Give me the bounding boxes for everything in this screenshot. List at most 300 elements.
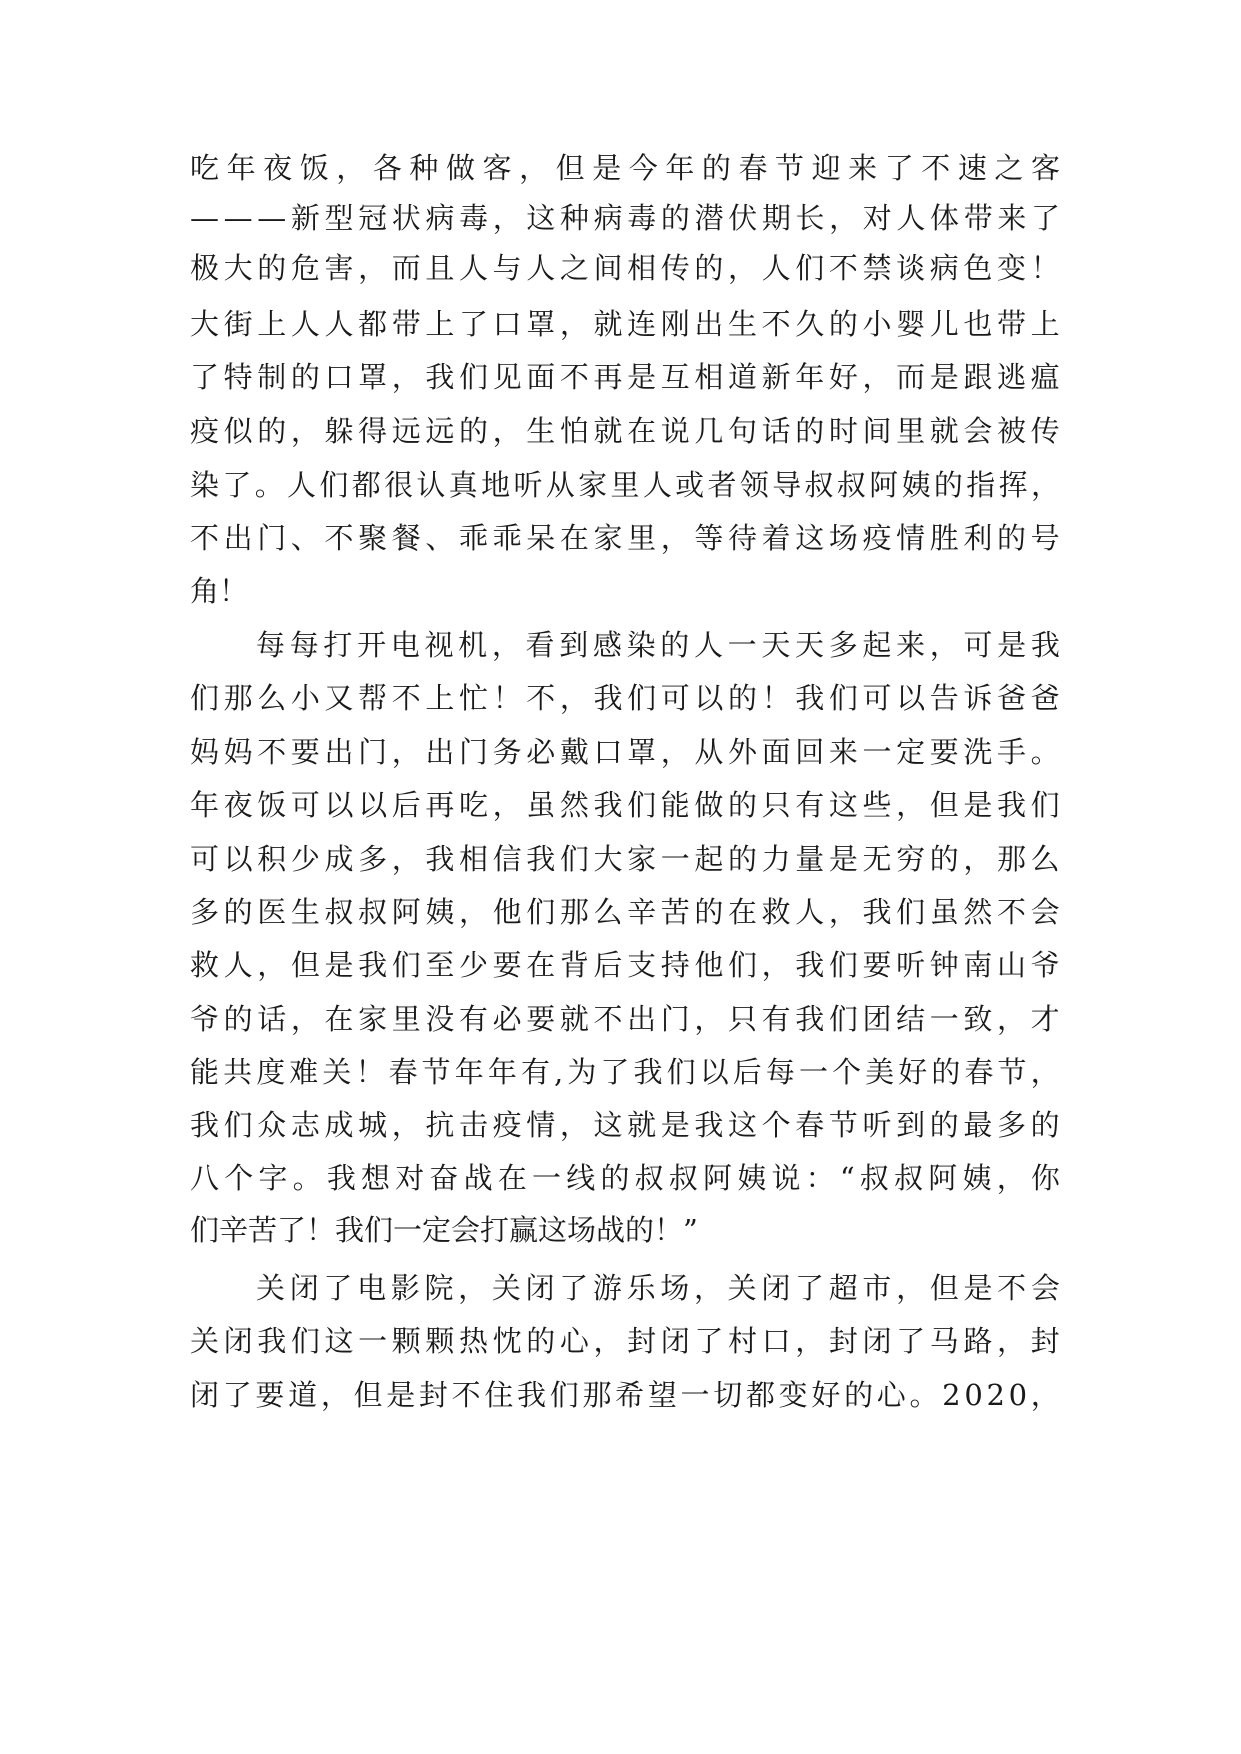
- glyph: 生: [290, 895, 320, 929]
- glyph: ，: [391, 842, 421, 876]
- glyph: 之: [994, 151, 1024, 185]
- glyph: 们: [728, 948, 758, 982]
- glyph: 救: [190, 948, 220, 982]
- glyph: 八: [190, 1161, 220, 1195]
- glyph: 姨: [737, 1161, 767, 1195]
- glyph: 小: [862, 307, 892, 341]
- glyph: 里: [391, 1002, 421, 1036]
- glyph: 听: [862, 1108, 892, 1142]
- glyph: 但: [929, 788, 959, 822]
- glyph: 路: [963, 1324, 993, 1358]
- glyph: 一: [862, 735, 892, 769]
- glyph: 以: [223, 842, 253, 876]
- glyph: 们: [896, 895, 926, 929]
- glyph: 的: [931, 1055, 961, 1089]
- glyph: 爷: [190, 1002, 220, 1036]
- glyph: 都: [351, 468, 381, 502]
- glyph: 只: [761, 788, 791, 822]
- glyph: 游: [592, 1271, 622, 1305]
- glyph: 可: [660, 681, 690, 715]
- glyph: 不: [190, 521, 220, 555]
- glyph: 闭: [289, 1271, 319, 1305]
- glyph: 以: [694, 681, 724, 715]
- glyph: 听: [896, 948, 926, 982]
- glyph: 我: [997, 788, 1027, 822]
- glyph: 有: [520, 1055, 550, 1089]
- glyph: 夜: [263, 151, 293, 185]
- glyph: ，: [519, 151, 549, 185]
- glyph: 婴: [896, 307, 926, 341]
- glyph: 奋: [429, 1161, 459, 1195]
- glyph: 是: [997, 628, 1027, 662]
- glyph: 大: [223, 251, 253, 285]
- glyph: ，: [336, 151, 366, 185]
- glyph: ！: [1030, 251, 1060, 285]
- glyph: 口: [324, 360, 354, 394]
- glyph: 要: [290, 735, 320, 769]
- glyph: 人: [324, 307, 354, 341]
- glyph: 跟: [963, 360, 993, 394]
- glyph: 的: [257, 251, 287, 285]
- glyph: 0: [964, 1378, 983, 1412]
- glyph: 但: [555, 151, 585, 185]
- paragraph-first-line: [190, 625, 1060, 665]
- glyph: 的: [600, 1161, 630, 1195]
- glyph: 的: [694, 251, 724, 285]
- glyph: 2: [942, 1378, 961, 1412]
- glyph: 院: [424, 1271, 454, 1305]
- glyph: 躲: [324, 414, 354, 448]
- glyph: 天: [761, 628, 791, 662]
- glyph: 口: [492, 307, 522, 341]
- glyph: ，: [492, 414, 522, 448]
- glyph: 乖: [492, 521, 522, 555]
- text-line: 们辛苦了！我们一定会打赢这场战的！”: [190, 1213, 698, 1247]
- glyph: 新: [290, 201, 320, 235]
- glyph: 也: [963, 307, 993, 341]
- glyph: 可: [190, 842, 220, 876]
- glyph: 爸: [1030, 681, 1060, 715]
- glyph: 度: [256, 1055, 286, 1089]
- glyph: 门: [358, 735, 388, 769]
- glyph: 里: [610, 468, 640, 502]
- glyph: 叔: [836, 468, 866, 502]
- glyph: ，: [290, 1002, 320, 1036]
- glyph: 们: [559, 842, 589, 876]
- glyph: 人: [290, 307, 320, 341]
- glyph: 可: [290, 788, 320, 822]
- glyph: 了: [896, 1324, 926, 1358]
- glyph: ，: [257, 948, 287, 982]
- glyph: 禁: [862, 251, 892, 285]
- glyph: 们: [828, 681, 858, 715]
- glyph: 病: [425, 201, 455, 235]
- glyph: ，: [795, 1324, 825, 1358]
- glyph: 战: [463, 1161, 493, 1195]
- text-line: [190, 1105, 1060, 1145]
- glyph: 情: [526, 1108, 556, 1142]
- glyph: 爷: [1030, 948, 1060, 982]
- glyph: 么: [1030, 842, 1060, 876]
- glyph: 量: [795, 842, 825, 876]
- glyph: 相: [627, 251, 657, 285]
- glyph: 电: [390, 628, 420, 662]
- glyph: 封: [418, 1378, 448, 1412]
- glyph: 无: [862, 842, 892, 876]
- glyph: 穷: [896, 842, 926, 876]
- glyph: 们: [391, 948, 421, 982]
- text-line: [190, 785, 1060, 825]
- text-line: [190, 148, 1060, 188]
- glyph: 要: [929, 735, 959, 769]
- glyph: 在: [497, 1161, 527, 1195]
- glyph: 胜: [929, 521, 959, 555]
- text-line: [190, 465, 1060, 505]
- glyph: 不: [921, 151, 951, 185]
- glyph: 型: [324, 201, 354, 235]
- glyph: ，: [829, 201, 859, 235]
- glyph: 待: [728, 521, 758, 555]
- glyph: 人: [223, 948, 253, 982]
- glyph: 众: [257, 1108, 287, 1142]
- glyph: 打: [323, 628, 353, 662]
- glyph: 年: [665, 151, 695, 185]
- text-line: [190, 357, 1060, 397]
- glyph: 、: [290, 521, 320, 555]
- glyph: 被: [997, 414, 1027, 448]
- glyph: 大: [593, 842, 623, 876]
- glyph: 话: [257, 1002, 287, 1036]
- glyph: 多: [828, 628, 858, 662]
- glyph: 击: [459, 1108, 489, 1142]
- glyph: 面: [761, 735, 791, 769]
- glyph: 超: [828, 1271, 858, 1305]
- glyph: 门: [459, 735, 489, 769]
- glyph: 的: [459, 414, 489, 448]
- glyph: 家: [593, 521, 623, 555]
- glyph: 制: [257, 360, 287, 394]
- glyph: 客: [1030, 151, 1060, 185]
- glyph: ，: [896, 1271, 926, 1305]
- glyph: ，: [963, 842, 993, 876]
- glyph: 好: [898, 1055, 928, 1089]
- glyph: 们: [526, 895, 556, 929]
- glyph: 伏: [728, 201, 758, 235]
- glyph: 成: [324, 842, 354, 876]
- glyph: 然: [963, 895, 993, 929]
- glyph: 要: [255, 1378, 285, 1412]
- glyph: 春: [738, 151, 768, 185]
- glyph: 么: [593, 895, 623, 929]
- glyph: 就: [593, 307, 623, 341]
- glyph: 一: [660, 842, 690, 876]
- glyph: 春: [964, 1055, 994, 1089]
- glyph: 场: [660, 1271, 690, 1305]
- glyph: 从: [545, 468, 575, 502]
- glyph: 面: [526, 360, 556, 394]
- glyph: 后: [593, 948, 623, 982]
- glyph: 的: [728, 788, 758, 822]
- glyph: 妈: [190, 735, 220, 769]
- glyph: 种: [409, 151, 439, 185]
- glyph: 我: [694, 1108, 724, 1142]
- glyph: 叔: [358, 895, 388, 929]
- glyph: 看: [525, 628, 555, 662]
- glyph: 来: [997, 201, 1027, 235]
- glyph: 年: [226, 151, 256, 185]
- glyph: 话: [761, 414, 791, 448]
- glyph: 对: [395, 1161, 425, 1195]
- glyph: 在: [728, 895, 758, 929]
- glyph: 人: [287, 468, 317, 502]
- glyph: 对: [862, 201, 892, 235]
- glyph: 只: [728, 1002, 758, 1036]
- glyph: 饭: [257, 788, 287, 822]
- glyph: 变: [997, 251, 1027, 285]
- glyph: 爸: [997, 681, 1027, 715]
- glyph: 视: [424, 628, 454, 662]
- glyph: 谈: [896, 251, 926, 285]
- glyph: 瘟: [1030, 360, 1060, 394]
- glyph: 少: [290, 842, 320, 876]
- glyph: 场: [828, 521, 858, 555]
- glyph: 里: [896, 414, 926, 448]
- glyph: 住: [484, 1378, 514, 1412]
- glyph: 山: [997, 948, 1027, 982]
- glyph: 是: [627, 360, 657, 394]
- glyph: 或: [675, 468, 705, 502]
- glyph: ，: [559, 307, 589, 341]
- glyph: 节: [997, 1055, 1027, 1089]
- glyph: 门: [660, 1002, 690, 1036]
- glyph: 不: [451, 1378, 481, 1412]
- glyph: 能: [660, 788, 690, 822]
- glyph: 等: [694, 521, 724, 555]
- glyph: 上: [257, 307, 287, 341]
- glyph: 手: [997, 735, 1027, 769]
- glyph: 上: [425, 307, 455, 341]
- glyph: 要: [526, 1002, 556, 1036]
- glyph: 状: [391, 201, 421, 235]
- glyph: 我: [257, 1324, 287, 1358]
- glyph: 而: [896, 360, 926, 394]
- glyph: 害: [324, 251, 354, 285]
- glyph: 2: [986, 1378, 1005, 1412]
- glyph: 后: [391, 788, 421, 822]
- glyph: 们: [290, 1324, 320, 1358]
- glyph: 不: [828, 251, 858, 285]
- glyph: 我: [795, 1002, 825, 1036]
- glyph: 了: [884, 151, 914, 185]
- glyph: 多: [190, 895, 220, 929]
- glyph: 冠: [358, 201, 388, 235]
- glyph: 必: [492, 1002, 522, 1036]
- glyph: 共: [223, 1055, 253, 1089]
- glyph: 南: [963, 948, 993, 982]
- glyph: 就: [559, 1002, 589, 1036]
- glyph: 在: [526, 948, 556, 982]
- glyph: 人: [896, 201, 926, 235]
- glyph: ，: [896, 788, 926, 822]
- glyph: 吃: [459, 788, 489, 822]
- glyph: 逃: [997, 360, 1027, 394]
- glyph: 个: [761, 1108, 791, 1142]
- glyph: 姨: [962, 1161, 992, 1195]
- glyph: 能: [190, 1055, 220, 1089]
- glyph: 病: [929, 251, 959, 285]
- glyph: 人: [459, 251, 489, 285]
- glyph: 了: [694, 1324, 724, 1358]
- glyph: 生: [526, 414, 556, 448]
- glyph: 导: [772, 468, 802, 502]
- text-line: [190, 1375, 1060, 1415]
- glyph: 带: [997, 307, 1027, 341]
- glyph: ，: [358, 251, 388, 285]
- glyph: 各: [372, 151, 402, 185]
- glyph: 忱: [492, 1324, 522, 1358]
- glyph: 叔: [894, 1161, 924, 1195]
- glyph: 体: [930, 201, 960, 235]
- glyph: 带: [391, 307, 421, 341]
- glyph: 门: [257, 521, 287, 555]
- glyph: ，: [1030, 468, 1060, 502]
- glyph: 了: [323, 1271, 353, 1305]
- glyph: 家: [627, 842, 657, 876]
- glyph: 关: [256, 1271, 286, 1305]
- glyph: 领: [739, 468, 769, 502]
- glyph: 热: [459, 1324, 489, 1358]
- glyph: 迎: [811, 151, 841, 185]
- glyph: 年: [454, 1055, 484, 1089]
- glyph: ！: [492, 681, 522, 715]
- glyph: 在: [324, 1002, 354, 1036]
- glyph: 来: [896, 628, 926, 662]
- glyph: 们: [549, 1378, 579, 1412]
- glyph: 们: [828, 948, 858, 982]
- glyph: 的: [223, 1002, 253, 1036]
- glyph: 做: [445, 151, 475, 185]
- glyph: 的: [929, 842, 959, 876]
- glyph: 相: [459, 842, 489, 876]
- glyph: 。: [254, 468, 284, 502]
- glyph: 然: [559, 788, 589, 822]
- glyph: 们: [1030, 788, 1060, 822]
- glyph: 小: [290, 681, 320, 715]
- glyph: ，: [660, 521, 690, 555]
- glyph: 告: [929, 681, 959, 715]
- glyph: 但: [353, 1378, 383, 1412]
- glyph: 阿: [869, 468, 899, 502]
- glyph: 市: [862, 1271, 892, 1305]
- glyph: 我: [358, 948, 388, 982]
- glyph: 钟: [929, 948, 959, 982]
- glyph: 电: [357, 1271, 387, 1305]
- glyph: 里: [627, 521, 657, 555]
- glyph: 会: [1030, 895, 1060, 929]
- glyph: 人: [642, 468, 672, 502]
- glyph: 好: [828, 360, 858, 394]
- glyph: 后: [732, 1055, 762, 1089]
- glyph: 一: [929, 1002, 959, 1036]
- glyph: 才: [1030, 1002, 1060, 1036]
- glyph: 速: [957, 151, 987, 185]
- glyph: 救: [761, 895, 791, 929]
- glyph: 个: [224, 1161, 254, 1195]
- glyph: 一: [727, 628, 757, 662]
- glyph: 们: [190, 681, 220, 715]
- glyph: 都: [358, 307, 388, 341]
- glyph: ，: [996, 1161, 1026, 1195]
- glyph: 了: [459, 307, 489, 341]
- glyph: 们: [666, 1055, 696, 1089]
- glyph: 他: [492, 895, 522, 929]
- glyph: 妈: [223, 735, 253, 769]
- glyph: 是: [324, 948, 354, 982]
- glyph: 切: [713, 1378, 743, 1412]
- glyph: 想: [361, 1161, 391, 1195]
- glyph: 怕: [559, 414, 589, 448]
- glyph: 但: [290, 948, 320, 982]
- glyph: 节: [421, 1055, 451, 1089]
- glyph: 从: [694, 735, 724, 769]
- glyph: 在: [559, 521, 589, 555]
- glyph: 个: [832, 1055, 862, 1089]
- glyph: 但: [929, 1271, 959, 1305]
- glyph: 必: [526, 735, 556, 769]
- glyph: 的: [997, 521, 1027, 555]
- glyph: 出: [694, 307, 724, 341]
- glyph: 不: [593, 1002, 623, 1036]
- glyph: ，: [660, 735, 690, 769]
- glyph: 那: [559, 895, 589, 929]
- glyph: 有: [795, 788, 825, 822]
- text-line: 角！: [190, 574, 249, 608]
- glyph: 积: [257, 842, 287, 876]
- glyph: 闭: [190, 1378, 220, 1412]
- glyph: 号: [1030, 521, 1060, 555]
- glyph: 每: [256, 628, 286, 662]
- glyph: 回: [795, 735, 825, 769]
- glyph: 闭: [525, 1271, 555, 1305]
- glyph: 些: [862, 788, 892, 822]
- glyph: 的: [929, 1108, 959, 1142]
- glyph: 的: [933, 468, 963, 502]
- glyph: ，: [320, 1378, 350, 1412]
- glyph: 疫: [862, 521, 892, 555]
- glyph: 可: [862, 681, 892, 715]
- glyph: 疫: [190, 414, 220, 448]
- glyph: 要: [492, 948, 522, 982]
- glyph: 定: [896, 735, 926, 769]
- glyph: ：: [805, 1161, 835, 1195]
- glyph: ，: [929, 628, 959, 662]
- glyph: 呆: [526, 521, 556, 555]
- glyph: 们: [795, 251, 825, 285]
- glyph: 出: [425, 735, 455, 769]
- glyph: 道: [728, 360, 758, 394]
- glyph: 们: [223, 1108, 253, 1142]
- glyph: 多: [997, 1108, 1027, 1142]
- glyph: 认: [416, 468, 446, 502]
- glyph: 很: [384, 468, 414, 502]
- glyph: 极: [190, 251, 220, 285]
- glyph: ，: [492, 201, 522, 235]
- glyph: 这: [795, 521, 825, 555]
- glyph: 。: [1030, 735, 1060, 769]
- glyph: 聚: [358, 521, 388, 555]
- glyph: 以: [699, 1055, 729, 1089]
- glyph: 节: [828, 1108, 858, 1142]
